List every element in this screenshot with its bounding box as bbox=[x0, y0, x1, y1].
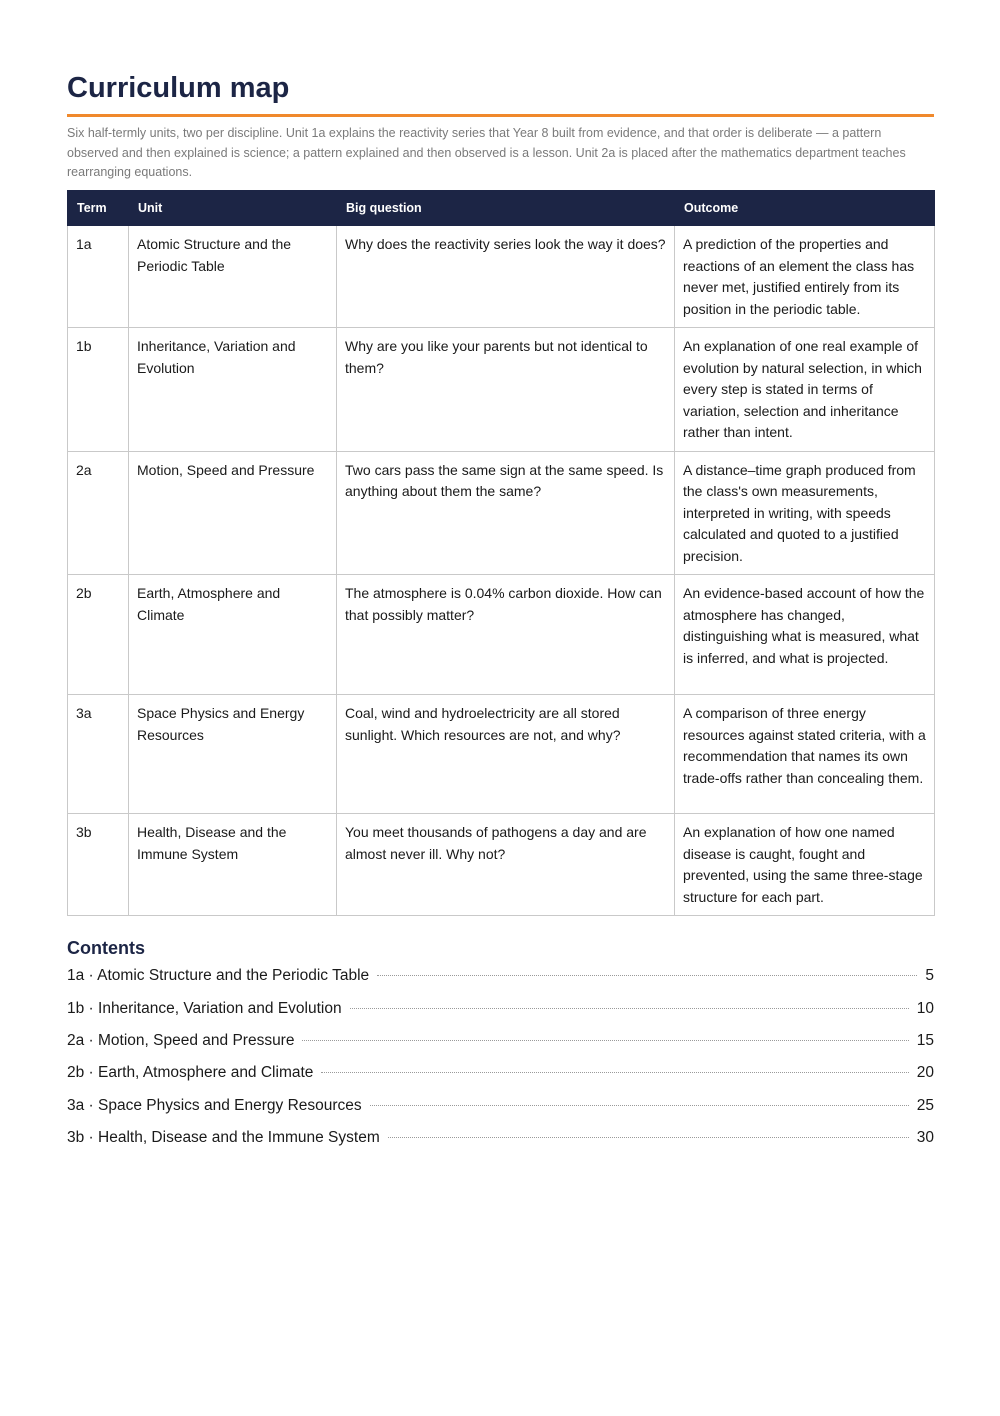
dot-leader bbox=[370, 1105, 909, 1106]
contents-item-page: 15 bbox=[916, 1031, 934, 1049]
dot-leader bbox=[350, 1008, 909, 1009]
term-cell: 1b bbox=[68, 328, 129, 452]
question-cell: Why are you like your parents but not identical to them? bbox=[337, 328, 675, 452]
term-cell: 3b bbox=[68, 814, 129, 916]
header-unit: Unit bbox=[129, 191, 337, 226]
contents-item-page: 10 bbox=[916, 999, 934, 1017]
unit-cell: Health, Disease and the Immune System bbox=[129, 814, 337, 916]
unit-cell: Motion, Speed and Pressure bbox=[129, 451, 337, 575]
table-row bbox=[68, 814, 935, 916]
unit-cell: Space Physics and Energy Resources bbox=[129, 695, 337, 814]
contents-item-label: 2a · Motion, Speed and Pressure bbox=[67, 1031, 295, 1049]
term-cell: 3a bbox=[68, 695, 129, 814]
title-underline bbox=[67, 114, 934, 117]
unit-cell: Atomic Structure and the Periodic Table bbox=[129, 226, 337, 328]
curriculum-table bbox=[67, 190, 935, 916]
table-row bbox=[68, 575, 935, 695]
question-cell: Two cars pass the same sign at the same speed. Is anything about them the same? bbox=[337, 451, 675, 575]
page-title: Curriculum map bbox=[67, 72, 290, 104]
contents-item-label: 3b · Health, Disease and the Immune System bbox=[67, 1129, 380, 1147]
term-cell: 1a bbox=[68, 226, 129, 328]
document-page bbox=[67, 70, 934, 1158]
contents-item[interactable] bbox=[67, 964, 934, 996]
dot-leader bbox=[377, 975, 917, 976]
outcome-cell: An explanation of how one named disease is caught, fought and prevented, using the same three-stage structure for each part. bbox=[675, 814, 935, 916]
table-row bbox=[68, 451, 935, 575]
contents-item[interactable] bbox=[67, 997, 934, 1029]
header-outcome: Outcome bbox=[675, 191, 935, 226]
contents-list bbox=[67, 964, 934, 1158]
dot-leader bbox=[302, 1040, 908, 1041]
table-row bbox=[68, 226, 935, 328]
term-cell: 2b bbox=[68, 575, 129, 695]
outcome-cell: An evidence-based account of how the atmosphere has changed, distinguishing what is measured, what is inferred, and what is projected. bbox=[675, 575, 935, 695]
contents-item-page: 30 bbox=[916, 1129, 934, 1147]
contents-item-page: 25 bbox=[916, 1096, 934, 1114]
contents-item-label: 1b · Inheritance, Variation and Evolution bbox=[67, 999, 342, 1017]
contents-item-label: 1a · Atomic Structure and the Periodic Table bbox=[67, 967, 370, 985]
dot-leader bbox=[321, 1072, 908, 1073]
table-header-row bbox=[68, 191, 935, 226]
unit-cell: Earth, Atmosphere and Climate bbox=[129, 575, 337, 695]
contents-item-page: 5 bbox=[925, 967, 934, 985]
question-cell: Coal, wind and hydroelectricity are all stored sunlight. Which resources are not, and why? bbox=[337, 695, 675, 814]
outcome-cell: A comparison of three energy resources against stated criteria, with a recommendation that names its own trade-offs rather than concealing them. bbox=[675, 695, 935, 814]
question-cell: Why does the reactivity series look the way it does? bbox=[337, 226, 675, 328]
table-row bbox=[68, 328, 935, 452]
header-term: Term bbox=[68, 191, 129, 226]
intro-paragraph: Six half-termly units, two per discipline. Unit 1a explains the reactivity series that Year 8 built from evidence, and that order is deliberate — a pattern observed and then explained is science; a pattern explained and then observed is a lesson. Unit 2a is placed after the mathematics department teaches rearranging equations. bbox=[67, 126, 906, 180]
question-cell: You meet thousands of pathogens a day and are almost never ill. Why not? bbox=[337, 814, 675, 916]
outcome-cell: A prediction of the properties and reactions of an element the class has never met, justified entirely from its position in the periodic table. bbox=[675, 226, 935, 328]
contents-item[interactable] bbox=[67, 1094, 934, 1126]
contents-heading: Contents bbox=[67, 938, 145, 959]
term-cell: 2a bbox=[68, 451, 129, 575]
contents-item-label: 3a · Space Physics and Energy Resources bbox=[67, 1096, 362, 1114]
contents-item-label: 2b · Earth, Atmosphere and Climate bbox=[67, 1064, 314, 1082]
outcome-cell: An explanation of one real example of evolution by natural selection, in which every step is stated in terms of variation, selection and inheritance rather than intent. bbox=[675, 328, 935, 452]
table-row bbox=[68, 695, 935, 814]
header-big-question: Big question bbox=[337, 191, 675, 226]
dot-leader bbox=[388, 1137, 909, 1138]
outcome-cell: A distance–time graph produced from the class's own measurements, interpreted in writing, with speeds calculated and quoted to a justified precision. bbox=[675, 451, 935, 575]
unit-cell: Inheritance, Variation and Evolution bbox=[129, 328, 337, 452]
contents-item[interactable] bbox=[67, 1029, 934, 1061]
contents-item[interactable] bbox=[67, 1061, 934, 1093]
contents-item[interactable] bbox=[67, 1126, 934, 1158]
question-cell: The atmosphere is 0.04% carbon dioxide. How can that possibly matter? bbox=[337, 575, 675, 695]
contents-item-page: 20 bbox=[916, 1064, 934, 1082]
